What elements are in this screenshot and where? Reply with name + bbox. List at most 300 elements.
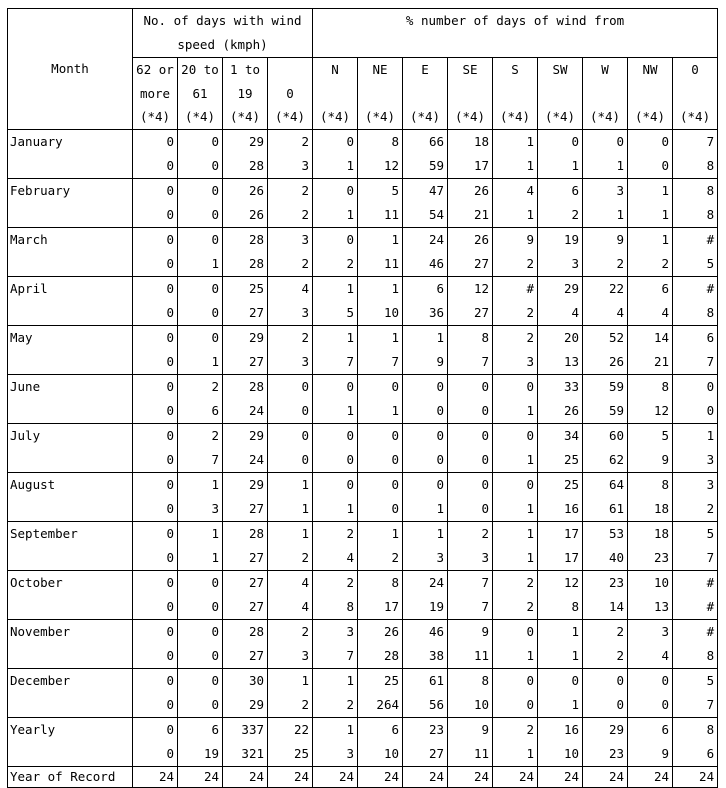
- record-value: 24: [493, 766, 538, 787]
- value-cell: [628, 178, 673, 227]
- value-line-1: 0: [166, 721, 174, 737]
- value-line-2: 3: [571, 255, 579, 271]
- value-line-2: 1: [526, 500, 534, 516]
- value-line-2: 1: [301, 500, 309, 516]
- value-line-1: #: [706, 231, 715, 247]
- month-cell: April: [8, 276, 133, 325]
- value-cell: [358, 570, 403, 619]
- direction-col-header-label: E: [421, 62, 429, 77]
- value-line-1: 24: [428, 231, 444, 247]
- value-line-2: 59: [608, 402, 624, 418]
- value-line-1: 25: [248, 280, 264, 296]
- direction-col-header: [583, 58, 628, 130]
- month-cell: December: [8, 668, 133, 717]
- value-cell: [673, 570, 718, 619]
- value-line-1: 0: [526, 427, 534, 443]
- value-line-2: 17: [563, 549, 579, 565]
- value-line-2: 1: [571, 647, 579, 663]
- value-cell: [673, 472, 718, 521]
- value-line-1: 0: [166, 280, 174, 296]
- value-line-2: 5: [346, 304, 354, 320]
- value-cell: [358, 668, 403, 717]
- value-cell: [133, 423, 178, 472]
- value-line-2: 4: [301, 598, 309, 614]
- value-line-2: 9: [436, 353, 444, 369]
- value-line-2: 3: [301, 353, 309, 369]
- value-line-1: 2: [301, 133, 309, 149]
- value-cell: [268, 227, 313, 276]
- month-cell: January: [8, 129, 133, 178]
- value-cell: [448, 570, 493, 619]
- value-line-2: 2: [301, 255, 309, 271]
- value-line-2: 10: [563, 745, 579, 761]
- value-line-1: 0: [166, 378, 174, 394]
- table-row: [8, 178, 718, 227]
- value-line-2: 24: [248, 451, 264, 467]
- value-cell: [673, 521, 718, 570]
- value-line-2: 3: [481, 549, 489, 565]
- value-line-2: 3: [526, 353, 534, 369]
- value-cell: [538, 276, 583, 325]
- value-line-1: 0: [391, 378, 399, 394]
- value-cell: [493, 325, 538, 374]
- value-line-2: 12: [383, 157, 399, 173]
- value-line-2: 1: [571, 157, 579, 173]
- value-line-2: 1: [571, 696, 579, 712]
- value-line-2: 14: [608, 598, 624, 614]
- days-col-header: [178, 58, 223, 130]
- value-cell: [538, 129, 583, 178]
- value-cell: [493, 717, 538, 766]
- value-cell: [628, 472, 673, 521]
- value-line-1: 8: [706, 182, 715, 198]
- value-line-2: 21: [473, 206, 489, 222]
- value-line-1: 0: [166, 133, 174, 149]
- value-cell: [223, 521, 268, 570]
- value-line-2: 7: [481, 598, 489, 614]
- value-cell: [223, 178, 268, 227]
- value-line-1: 29: [248, 133, 264, 149]
- value-cell: [538, 325, 583, 374]
- value-cell: [268, 570, 313, 619]
- value-line-1: 0: [436, 378, 444, 394]
- value-line-2: 2: [616, 255, 624, 271]
- value-line-2: 27: [248, 500, 264, 516]
- value-line-1: 7: [706, 133, 715, 149]
- value-cell: [313, 423, 358, 472]
- value-cell: [403, 472, 448, 521]
- value-cell: [583, 227, 628, 276]
- direction-col-header-label: SW: [552, 62, 568, 77]
- value-cell: [538, 668, 583, 717]
- value-line-1: 5: [706, 525, 715, 541]
- month-header: Month: [8, 9, 133, 130]
- value-line-1: 0: [391, 476, 399, 492]
- value-cell: [628, 521, 673, 570]
- value-line-1: 3: [301, 231, 309, 247]
- value-cell: [583, 276, 628, 325]
- value-cell: [628, 129, 673, 178]
- table-row: [8, 717, 718, 766]
- value-line-1: 23: [428, 721, 444, 737]
- value-cell: [223, 374, 268, 423]
- value-line-1: 1: [346, 280, 354, 296]
- value-line-2: 0: [661, 696, 669, 712]
- value-line-1: 3: [706, 476, 715, 492]
- value-cell: [448, 717, 493, 766]
- value-line-2: 46: [428, 255, 444, 271]
- value-line-1: 1: [391, 231, 399, 247]
- value-line-1: 6: [391, 721, 399, 737]
- value-cell: [358, 521, 403, 570]
- value-line-2: #: [706, 598, 715, 614]
- value-line-1: 0: [481, 427, 489, 443]
- value-line-2: 0: [211, 598, 219, 614]
- value-line-2: 11: [473, 647, 489, 663]
- value-line-2: 3: [706, 451, 715, 467]
- value-line-2: 25: [563, 451, 579, 467]
- value-cell: [493, 178, 538, 227]
- value-line-1: 18: [653, 525, 669, 541]
- value-line-2: 40: [608, 549, 624, 565]
- value-line-1: 17: [563, 525, 579, 541]
- value-cell: [538, 521, 583, 570]
- value-line-2: 0: [166, 647, 174, 663]
- value-line-2: 27: [248, 598, 264, 614]
- value-cell: [223, 717, 268, 766]
- days-col-header: [268, 58, 313, 130]
- value-cell: [358, 227, 403, 276]
- value-line-1: 5: [391, 182, 399, 198]
- value-line-1: 34: [563, 427, 579, 443]
- value-line-2: 27: [248, 304, 264, 320]
- value-cell: [583, 374, 628, 423]
- value-line-2: 23: [653, 549, 669, 565]
- month-cell: August: [8, 472, 133, 521]
- value-cell: [673, 129, 718, 178]
- value-line-1: 1: [661, 231, 669, 247]
- value-line-2: 0: [166, 157, 174, 173]
- value-line-2: 1: [616, 157, 624, 173]
- days-col-header: [223, 58, 268, 130]
- value-line-2: 0: [436, 402, 444, 418]
- value-line-1: 6: [571, 182, 579, 198]
- value-line-2: 61: [608, 500, 624, 516]
- value-line-2: 2: [526, 255, 534, 271]
- value-line-1: 2: [481, 525, 489, 541]
- value-line-2: 2: [706, 500, 715, 516]
- value-line-2: 27: [248, 549, 264, 565]
- value-line-1: 0: [211, 280, 219, 296]
- value-line-2: 59: [428, 157, 444, 173]
- footnote-ref: (*4): [634, 109, 666, 124]
- value-line-2: 0: [166, 598, 174, 614]
- record-value: 24: [133, 766, 178, 787]
- value-line-1: 12: [563, 574, 579, 590]
- value-cell: [313, 619, 358, 668]
- month-cell: June: [8, 374, 133, 423]
- direction-col-header: [358, 58, 403, 130]
- value-cell: [673, 178, 718, 227]
- direction-col-header-label: NW: [642, 62, 658, 77]
- value-line-1: 2: [301, 182, 309, 198]
- value-line-2: 0: [391, 451, 399, 467]
- value-line-2: 0: [301, 451, 309, 467]
- value-cell: [493, 472, 538, 521]
- value-line-2: 0: [481, 500, 489, 516]
- record-value: 24: [583, 766, 628, 787]
- value-line-1: 0: [166, 476, 174, 492]
- value-line-1: 6: [706, 329, 715, 345]
- value-line-2: 2: [301, 696, 309, 712]
- value-cell: [178, 423, 223, 472]
- value-line-1: 23: [608, 574, 624, 590]
- value-line-2: 0: [166, 206, 174, 222]
- value-line-1: 2: [211, 427, 219, 443]
- value-line-1: 0: [526, 672, 534, 688]
- value-line-2: 7: [706, 696, 715, 712]
- value-line-1: 60: [608, 427, 624, 443]
- value-line-2: 1: [211, 255, 219, 271]
- value-line-1: 0: [166, 525, 174, 541]
- table-row: [8, 374, 718, 423]
- value-cell: [223, 423, 268, 472]
- value-cell: [313, 129, 358, 178]
- value-line-1: 1: [526, 133, 534, 149]
- value-line-2: 1: [526, 402, 534, 418]
- value-line-2: 10: [383, 304, 399, 320]
- value-cell: [448, 374, 493, 423]
- value-cell: [403, 423, 448, 472]
- value-line-1: 24: [428, 574, 444, 590]
- value-line-1: 0: [211, 231, 219, 247]
- days-col-header-label: 20 to 61: [181, 62, 219, 101]
- value-cell: [178, 521, 223, 570]
- direction-col-header: [403, 58, 448, 130]
- value-line-1: 2: [526, 721, 534, 737]
- value-line-1: 8: [391, 574, 399, 590]
- value-cell: [583, 325, 628, 374]
- value-cell: [358, 472, 403, 521]
- value-line-2: 7: [481, 353, 489, 369]
- value-line-2: 62: [608, 451, 624, 467]
- value-line-1: 20: [563, 329, 579, 345]
- value-line-1: 0: [481, 378, 489, 394]
- value-line-1: 0: [616, 133, 624, 149]
- value-line-2: 27: [428, 745, 444, 761]
- record-value: 24: [448, 766, 493, 787]
- value-line-2: 1: [346, 402, 354, 418]
- value-cell: [538, 227, 583, 276]
- value-line-1: 1: [391, 280, 399, 296]
- value-line-2: 26: [608, 353, 624, 369]
- value-cell: [493, 276, 538, 325]
- value-line-2: 0: [166, 304, 174, 320]
- value-cell: [493, 227, 538, 276]
- value-line-2: 1: [526, 451, 534, 467]
- pct-group-header: % number of days of wind from: [313, 9, 718, 58]
- value-line-1: 1: [436, 525, 444, 541]
- value-cell: [358, 129, 403, 178]
- value-line-2: 2: [526, 304, 534, 320]
- value-line-2: 11: [383, 206, 399, 222]
- value-cell: [268, 129, 313, 178]
- value-cell: [493, 423, 538, 472]
- value-line-1: 0: [436, 427, 444, 443]
- value-line-1: 19: [563, 231, 579, 247]
- value-line-2: 0: [346, 451, 354, 467]
- value-line-1: 3: [661, 623, 669, 639]
- value-line-1: 29: [248, 427, 264, 443]
- value-cell: [223, 619, 268, 668]
- footnote-ref: (*4): [364, 109, 396, 124]
- value-line-2: 9: [661, 451, 669, 467]
- value-line-2: 2: [301, 549, 309, 565]
- value-line-2: 38: [428, 647, 444, 663]
- value-line-1: 0: [346, 378, 354, 394]
- value-line-2: 0: [436, 451, 444, 467]
- value-line-1: 0: [346, 231, 354, 247]
- value-cell: [628, 717, 673, 766]
- record-value: 24: [538, 766, 583, 787]
- record-value: 24: [313, 766, 358, 787]
- direction-col-header-label: W: [601, 62, 609, 77]
- value-line-1: 0: [346, 476, 354, 492]
- value-line-2: 7: [706, 549, 715, 565]
- month-cell: November: [8, 619, 133, 668]
- value-line-1: 5: [706, 672, 715, 688]
- value-line-1: 1: [346, 721, 354, 737]
- value-line-1: 9: [616, 231, 624, 247]
- value-cell: [178, 570, 223, 619]
- value-line-1: 8: [661, 476, 669, 492]
- value-cell: [538, 374, 583, 423]
- value-line-2: 8: [706, 206, 715, 222]
- value-cell: [403, 227, 448, 276]
- value-cell: [583, 619, 628, 668]
- value-line-2: 11: [383, 255, 399, 271]
- days-group-header: No. of days with wind speed (kmph): [133, 9, 313, 58]
- value-cell: [538, 570, 583, 619]
- value-cell: [493, 570, 538, 619]
- direction-col-header-label: NE: [372, 62, 388, 77]
- value-line-2: 0: [616, 696, 624, 712]
- value-cell: [358, 325, 403, 374]
- value-cell: [448, 227, 493, 276]
- value-cell: [448, 178, 493, 227]
- value-line-2: 3: [301, 304, 309, 320]
- value-cell: [673, 619, 718, 668]
- value-cell: [403, 178, 448, 227]
- value-line-1: 14: [653, 329, 669, 345]
- value-line-2: 0: [211, 647, 219, 663]
- value-line-2: 7: [346, 647, 354, 663]
- value-line-2: 11: [473, 745, 489, 761]
- value-cell: [178, 227, 223, 276]
- value-line-2: 1: [211, 549, 219, 565]
- value-line-1: 0: [661, 133, 669, 149]
- value-line-1: 29: [248, 476, 264, 492]
- value-line-1: 0: [706, 378, 715, 394]
- value-cell: [268, 178, 313, 227]
- value-line-1: 9: [481, 721, 489, 737]
- value-cell: [673, 276, 718, 325]
- value-line-2: 0: [166, 745, 174, 761]
- value-cell: [358, 423, 403, 472]
- value-line-2: 3: [211, 500, 219, 516]
- value-line-2: 264: [376, 696, 399, 712]
- value-cell: [268, 619, 313, 668]
- table-row: [8, 276, 718, 325]
- value-line-2: 17: [473, 157, 489, 173]
- value-cell: [268, 374, 313, 423]
- footnote-ref: (*4): [229, 109, 261, 124]
- value-line-1: 7: [481, 574, 489, 590]
- value-cell: [178, 325, 223, 374]
- direction-col-header-label: N: [331, 62, 339, 77]
- value-line-2: 28: [248, 157, 264, 173]
- value-line-2: 54: [428, 206, 444, 222]
- value-cell: [358, 178, 403, 227]
- value-line-2: 1: [346, 157, 354, 173]
- value-line-2: 1: [391, 402, 399, 418]
- value-line-1: 1: [391, 525, 399, 541]
- value-line-2: 10: [383, 745, 399, 761]
- value-line-2: 0: [211, 157, 219, 173]
- table-row: [8, 129, 718, 178]
- value-line-2: 5: [706, 255, 715, 271]
- value-line-2: 29: [248, 696, 264, 712]
- value-cell: [448, 423, 493, 472]
- value-cell: [583, 717, 628, 766]
- value-line-2: 0: [211, 206, 219, 222]
- value-line-2: 8: [346, 598, 354, 614]
- value-cell: [583, 129, 628, 178]
- record-value: 24: [673, 766, 718, 787]
- value-line-1: 1: [301, 525, 309, 541]
- value-line-2: 7: [346, 353, 354, 369]
- direction-col-header-label: S: [511, 62, 519, 77]
- value-cell: [268, 472, 313, 521]
- value-line-2: 2: [616, 647, 624, 663]
- value-line-2: 1: [526, 206, 534, 222]
- direction-col-header: [448, 58, 493, 130]
- value-cell: [583, 178, 628, 227]
- value-line-1: 2: [346, 525, 354, 541]
- value-line-2: 2: [346, 696, 354, 712]
- value-line-1: #: [526, 280, 534, 296]
- value-cell: [223, 570, 268, 619]
- direction-col-header: [538, 58, 583, 130]
- month-cell: October: [8, 570, 133, 619]
- value-line-1: 1: [301, 476, 309, 492]
- value-line-1: 2: [346, 574, 354, 590]
- record-value: 24: [268, 766, 313, 787]
- record-row: [8, 766, 718, 787]
- value-line-1: 25: [563, 476, 579, 492]
- value-cell: [178, 717, 223, 766]
- value-line-2: 26: [563, 402, 579, 418]
- value-line-2: 1: [661, 206, 669, 222]
- value-cell: [178, 178, 223, 227]
- value-cell: [583, 570, 628, 619]
- value-line-1: 4: [301, 574, 309, 590]
- days-col-header: [133, 58, 178, 130]
- value-line-2: 28: [248, 255, 264, 271]
- value-cell: [223, 129, 268, 178]
- value-line-2: 16: [563, 500, 579, 516]
- footnote-ref: (*4): [544, 109, 576, 124]
